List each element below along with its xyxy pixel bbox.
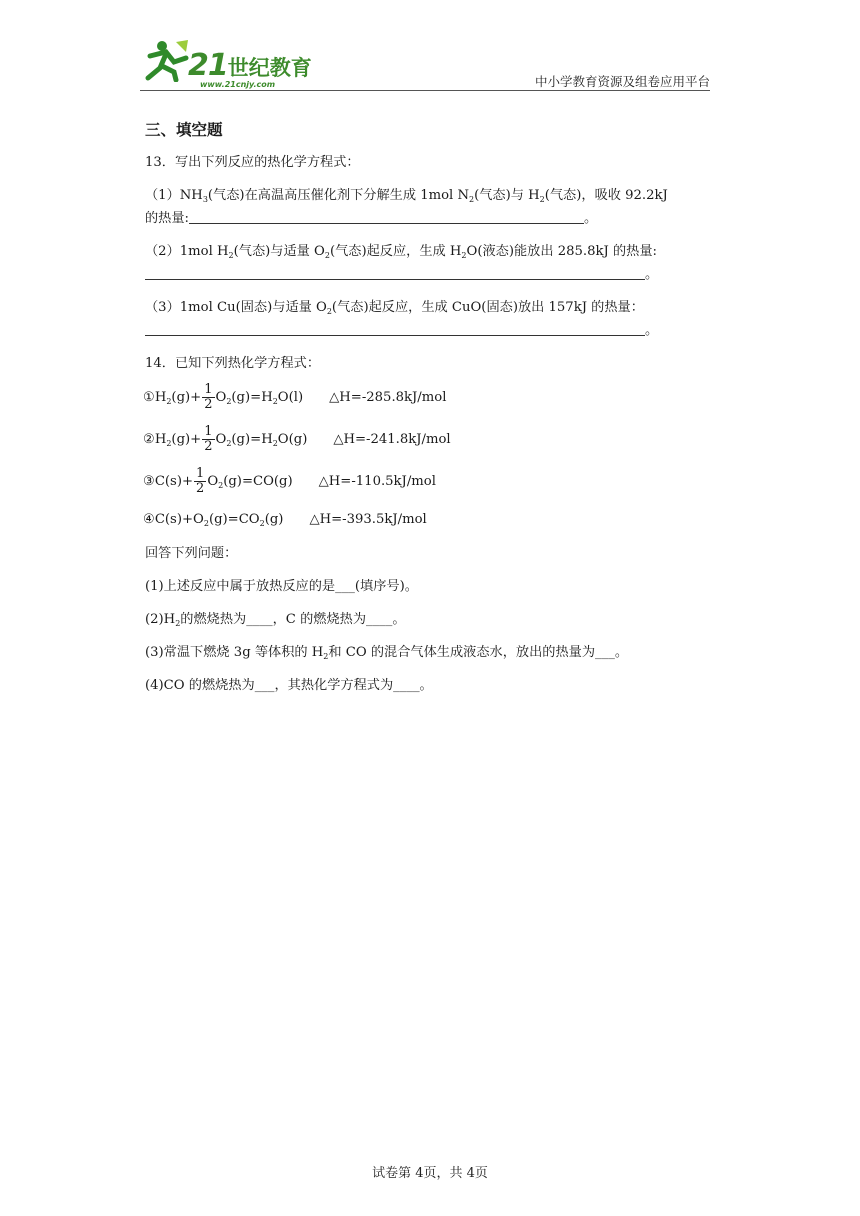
q13-part1-answer: 的热量: 。 xyxy=(145,211,598,226)
runner-logo-icon xyxy=(140,38,192,82)
q14-sub3: (3)常温下燃烧 3g 等体积的 $H_2$和 CO 的混合气体生成液态水，放出的热量为___。 xyxy=(145,645,629,661)
answer-blank[interactable] xyxy=(145,321,645,336)
answer-intro: 回答下列问题： xyxy=(145,546,238,561)
q13-part2: （2）1mol $H_2$(气态)与适量 $O_2$(气态)起反应，生成 $H_2O$(液态)能放出 285.8kJ 的热量: xyxy=(145,244,657,260)
section-title: 三、填空题 xyxy=(145,121,223,139)
fraction-one-half: $\frac{1}{2}$ xyxy=(196,466,205,496)
logo-wordmark: 21世纪教育 xyxy=(188,48,312,83)
q13-part2-answer: 。 xyxy=(145,265,715,284)
q14-sub2: $(2)H_2$的燃烧热为____，C 的燃烧热为____。 xyxy=(145,612,406,628)
equation-3: ③C(s)+ $\frac{1}{2}$ $O_2(g)=CO(g)$ △H=-110.5kJ/mol xyxy=(143,466,436,496)
page-header xyxy=(0,0,860,95)
equation-1: $①H_2(g)+$ $\frac{1}{2}$ $O_2(g)=H_2O(l)$ △H=-285.8kJ/mol xyxy=(143,382,447,412)
answer-blank[interactable] xyxy=(189,209,584,224)
answer-blank[interactable] xyxy=(145,265,645,280)
equation-2: $②H_2(g)+$ $\frac{1}{2}$ $O_2(g)=H_2O(g)$ △H=-241.8kJ/mol xyxy=(143,424,451,454)
logo-url: www.21cnjy.com xyxy=(200,80,276,89)
fraction-one-half: $\frac{1}{2}$ xyxy=(204,424,213,454)
q14-stem: 14．已知下列热化学方程式： xyxy=(145,356,321,371)
platform-name: 中小学教育资源及组卷应用平台 xyxy=(534,74,710,89)
equation-4: $④C(s)+O_2(g)=CO_2(g)$ △H=-393.5kJ/mol xyxy=(143,512,427,528)
page-footer: 试卷第 4页，共 4页 xyxy=(372,1166,488,1181)
q14-sub1: (1)上述反应中属于放热反应的是___(填序号)。 xyxy=(145,579,418,594)
q14-sub4: (4)CO 的燃烧热为___，其热化学方程式为____。 xyxy=(145,678,433,693)
q13-part3: （3）1mol Cu(固态)与适量 $O_2$(气态)起反应，生成 CuO(固态)放出 157kJ 的热量： xyxy=(145,300,644,316)
q13-stem: 13．写出下列反应的热化学方程式： xyxy=(145,155,360,170)
header-divider xyxy=(140,90,710,91)
q13-part3-answer: 。 xyxy=(145,321,715,340)
question-content xyxy=(145,112,715,710)
q13-part1: $(1)NH_3$(气态)在高温高压催化剂下分解生成 1mol $N_2$(气态)与 $H_2$(气态)，吸收 92.2kJ xyxy=(145,188,668,204)
site-logo xyxy=(140,38,320,94)
fraction-one-half: $\frac{1}{2}$ xyxy=(204,382,213,412)
